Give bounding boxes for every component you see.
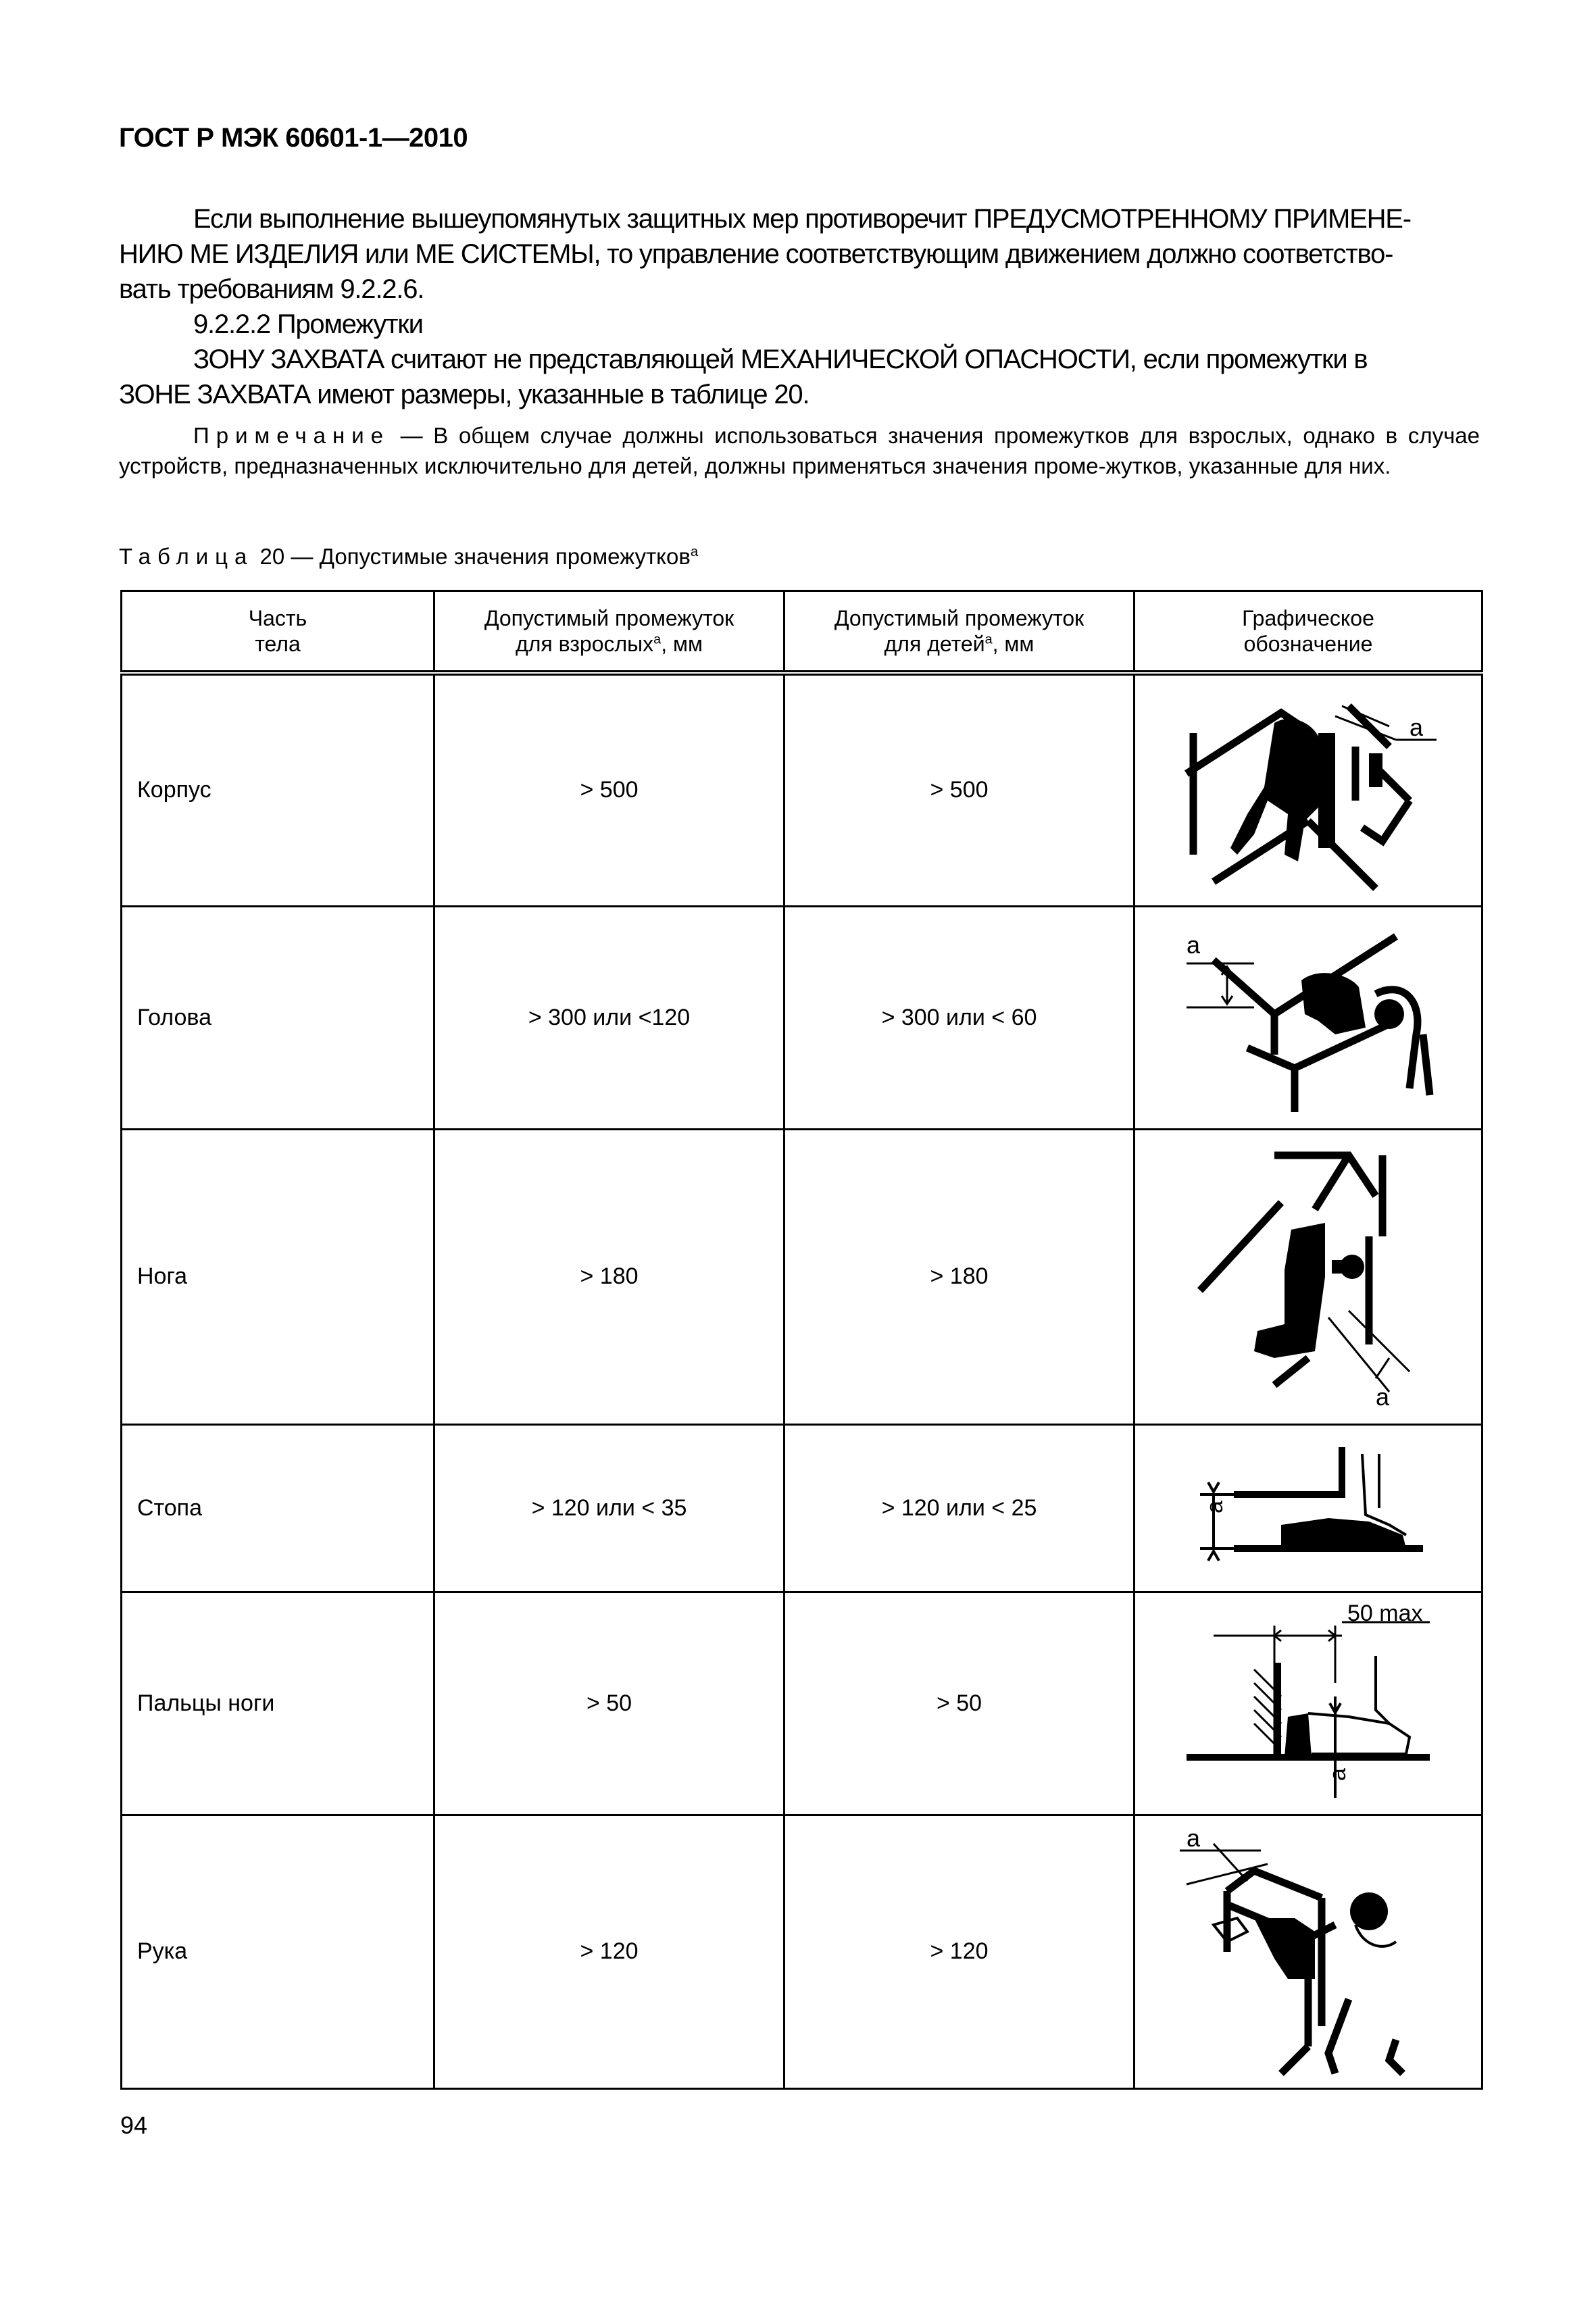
cell-graphic [1134, 1129, 1482, 1424]
table-row [122, 1424, 1482, 1592]
table-caption [119, 544, 698, 570]
cell-adult: > 50 [434, 1592, 784, 1815]
dimension-label-max: 50 max [1347, 1602, 1423, 1626]
paragraph-line: Если выполнение вышеупомянутых защитных мер противоречит ПРЕДУСМОТРЕННОМУ ПРИМЕНЕ- [193, 204, 1411, 234]
cell-child: > 50 [784, 1592, 1134, 1815]
header-adult [434, 591, 784, 674]
dimension-label: a [1410, 713, 1424, 741]
table-caption-sup: a [690, 544, 699, 559]
table-row [122, 1815, 1482, 2088]
foot-gap-pictogram-icon [1173, 1440, 1443, 1576]
page-number: 94 [120, 2111, 148, 2139]
table-row [122, 1129, 1482, 1424]
arm-gap-pictogram-icon [1173, 1823, 1443, 2080]
cell-part: Пальцы ноги [122, 1592, 434, 1815]
toes-gap-pictogram-icon [1173, 1602, 1443, 1805]
header-child [784, 591, 1134, 674]
dimension-label: a [1187, 931, 1201, 959]
dimension-label: a [1325, 1768, 1351, 1781]
cell-graphic [1134, 1424, 1482, 1592]
gap-table [120, 590, 1483, 2090]
header-adult-line1: Допустимый промежуток [484, 606, 734, 630]
dimension-label: a [1187, 1823, 1201, 1852]
cell-graphic [1134, 673, 1482, 906]
header-adult-line2: для взрослых$^a$, мм [516, 632, 703, 656]
table-row [122, 673, 1482, 906]
cell-adult: > 120 или < 35 [434, 1424, 784, 1592]
header-child-line2: для детей$^a$, мм [884, 632, 1034, 656]
cell-child: > 300 или < 60 [784, 906, 1134, 1129]
paragraph-line: НИЮ МЕ ИЗДЕЛИЯ или МЕ СИСТЕМЫ, то управление соответствующим движением должно соответство- [119, 239, 1393, 269]
cell-part: Корпус [122, 673, 434, 906]
cell-child: > 180 [784, 1129, 1134, 1424]
cell-part: Нога [122, 1129, 434, 1424]
cell-adult: > 500 [434, 673, 784, 906]
cell-graphic [1134, 906, 1482, 1129]
header-graphic-line1: Графическое [1242, 606, 1374, 630]
cell-part: Рука [122, 1815, 434, 2088]
note-label: Примечание [193, 423, 391, 448]
cell-child: > 120 или < 25 [784, 1424, 1134, 1592]
paragraph-line: ЗОНЕ ЗАХВАТА имеют размеры, указанные в таблице 20. [119, 380, 809, 409]
dimension-label: a [1202, 1501, 1228, 1513]
paragraph-line: вать требованиям 9.2.2.6. [119, 274, 424, 304]
header-child-line1: Допустимый промежуток [834, 606, 1084, 630]
header-graphic-line2: обозначение [1243, 632, 1373, 656]
leg-gap-pictogram-icon [1173, 1142, 1443, 1412]
table-caption-label: Таблица [119, 544, 254, 569]
header-part-line1: Часть [248, 606, 307, 630]
note [119, 420, 1480, 481]
cell-graphic [1134, 1815, 1482, 2088]
cell-adult: > 300 или <120 [434, 906, 784, 1129]
table-row [122, 906, 1482, 1129]
header-part [122, 591, 434, 674]
cell-part: Стопа [122, 1424, 434, 1592]
cell-adult: > 120 [434, 1815, 784, 2088]
header-graphic [1134, 591, 1482, 674]
body-gap-pictogram-icon [1173, 686, 1443, 895]
table-header-row [122, 591, 1482, 674]
document-header: ГОСТ Р МЭК 60601-1—2010 [119, 123, 468, 153]
paragraph-intro [119, 201, 1480, 412]
cell-child: > 120 [784, 1815, 1134, 2088]
table-row [122, 1592, 1482, 1815]
dimension-label: a [1376, 1382, 1390, 1411]
cell-adult: > 180 [434, 1129, 784, 1424]
cell-part: Голова [122, 906, 434, 1129]
head-gap-pictogram-icon [1173, 920, 1443, 1115]
paragraph-line: ЗОНУ ЗАХВАТА считают не представляющей МЕХАНИЧЕСКОЙ ОПАСНОСТИ, если промежутки в [193, 345, 1368, 374]
cell-child: > 500 [784, 673, 1134, 906]
table-caption-text: 20 — Допустимые значения промежутков [253, 544, 691, 569]
section-heading: 9.2.2.2 Промежутки [193, 309, 423, 339]
header-part-line2: тела [255, 632, 301, 656]
note-text: — В общем случае должны использоваться значения промежутков для взрослых, однако в случае устройств, предназначенных исключительно для детей, должны применяться значения проме-жутков, указанные для них. [119, 423, 1480, 478]
cell-graphic [1134, 1592, 1482, 1815]
